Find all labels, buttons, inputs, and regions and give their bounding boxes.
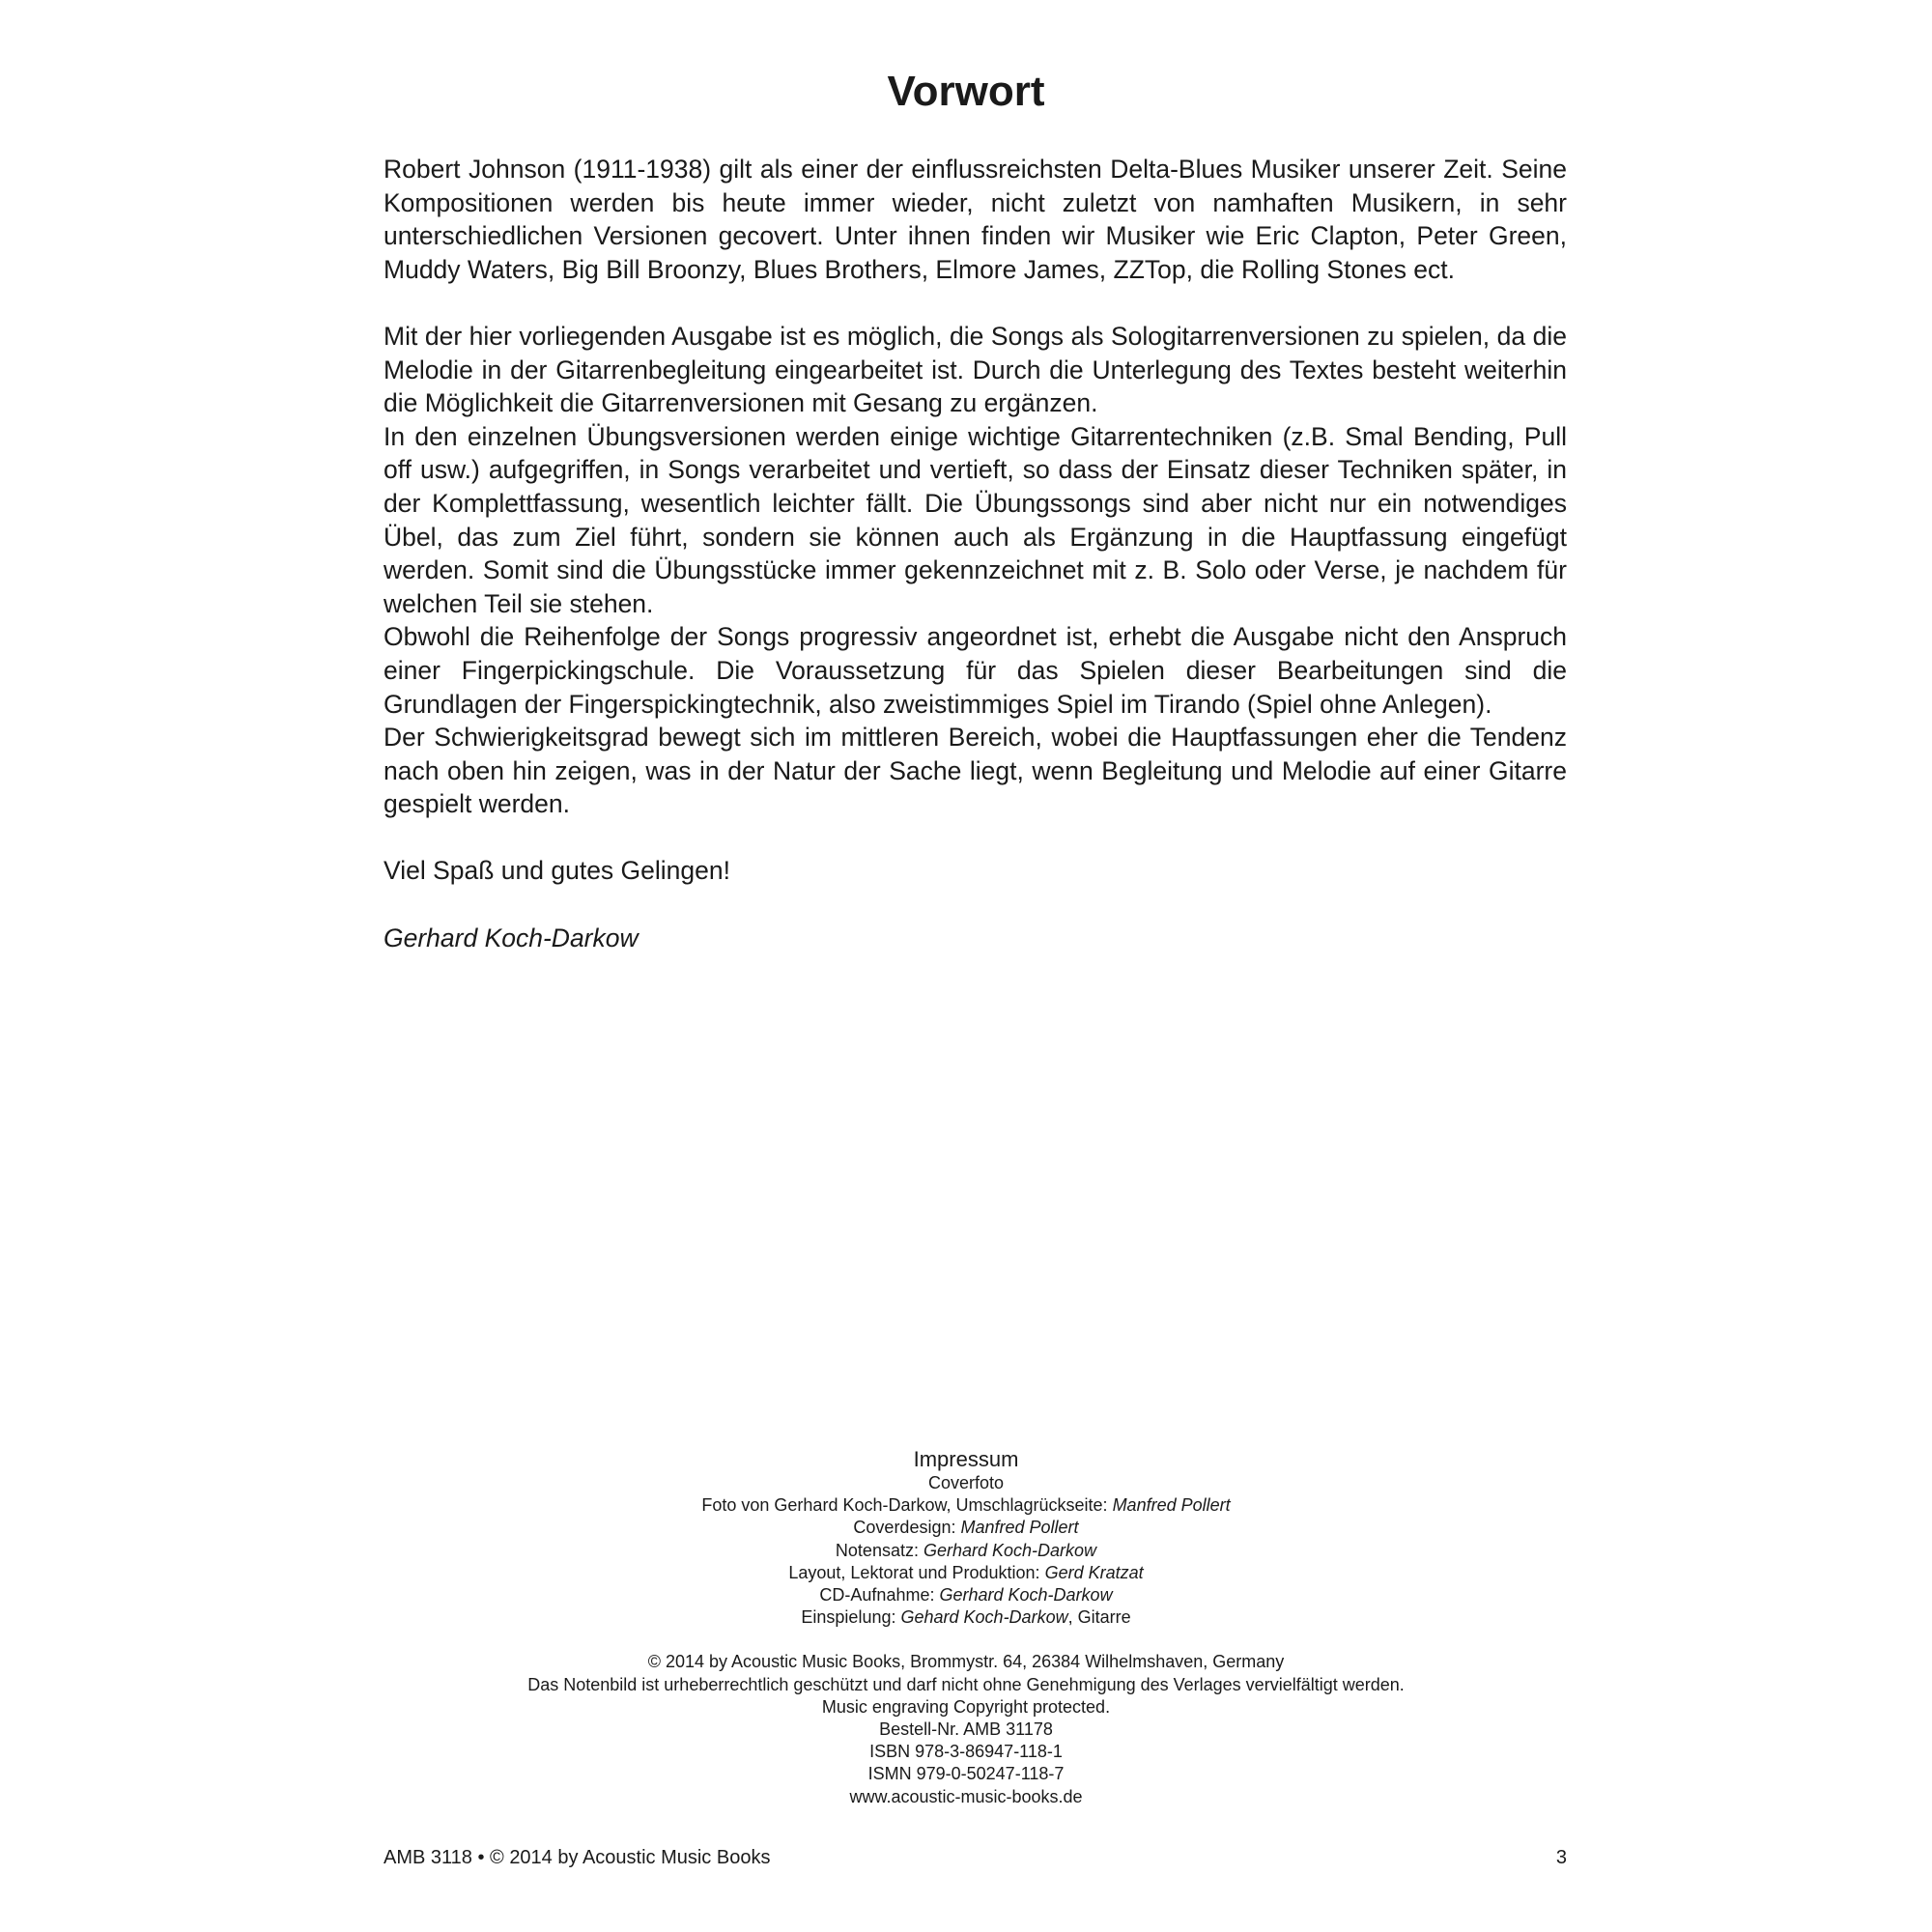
impressum-heading: Impressum: [913, 1447, 1019, 1471]
impressum-layout-line: [0, 1562, 1932, 1584]
paragraph-gap: [384, 821, 1567, 855]
impressum-copyright: © 2014 by Acoustic Music Books, Brommystr. 64, 26384 Wilhelmshaven, Germany: [647, 1652, 1285, 1672]
paragraph-difficulty: Der Schwierigkeitsgrad bewegt sich im mittleren Bereich, wobei die Hauptfassungen eher die Tendenz nach oben hin zeigen, was in der Natur der Sache liegt, wenn Begleitung und Melodie auf einer Gitarre gespielt werden.: [384, 723, 1567, 819]
closing-line: Viel Spaß und gutes Gelingen!: [384, 856, 730, 886]
impressum-notensatz-line: [0, 1540, 1932, 1562]
page-title: Vorwort: [887, 68, 1045, 115]
page-number: 3: [1555, 1847, 1567, 1868]
impressum-coverdesign-value: Manfred Pollert: [960, 1518, 1079, 1538]
paragraph-intro: Robert Johnson (1911-1938) gilt als einer der einflussreichsten Delta-Blues Musiker unserer Zeit. Seine Kompositionen werden bis heute immer wieder, nicht zuletzt von namhaften Musikern, in sehr unterschiedlichen Versionen gecovert. Unter ihnen finden wir Musiker wie Eric Clapton, Peter Green, Muddy Waters, Big Bill Broonzy, Blues Brothers, Elmore James, ZZTop, die Rolling Stones ect.: [384, 155, 1567, 284]
impressum-einspielung-line: [0, 1606, 1932, 1629]
impressum-notensatz-value: Gerhard Koch-Darkow: [923, 1540, 1097, 1560]
impressum-foto-line: [0, 1494, 1932, 1517]
impressum-spacer: [0, 1629, 1932, 1651]
impressum-order-number: Bestell-Nr. AMB 31178: [879, 1719, 1053, 1740]
impressum-coverfoto: Coverfoto: [927, 1473, 1005, 1492]
foreword-body: [384, 153, 1567, 954]
impressum-ismn: ISMN 979-0-50247-118-7: [867, 1764, 1065, 1784]
paragraph-exercises: In den einzelnen Übungsversionen werden einige wichtige Gitarrentechniken (z.B. Smal Bending, Pull off usw.) aufgegriffen, in Songs verarbeitet und vertieft, so dass der Einsatz dieser Techniken später, in der Komplettfassung, wesentlich leichter fällt. Die Übungssongs sind aber nicht nur ein notwendiges Übel, das zum Ziel führt, sondern sie können auch als Ergänzung in die Hauptfassung eingefügt werden. Somit sind die Übungsstücke immer gekennzeichnet mit z. B. Solo oder Verse, je nachdem für welchen Teil sie stehen.: [384, 421, 1567, 618]
impressum-einspielung-label: Einspielung:: [801, 1607, 896, 1628]
paragraph-gap: [384, 286, 1567, 320]
impressum-layout-label: Layout, Lektorat und Produktion:: [788, 1562, 1040, 1582]
impressum-website: www.acoustic-music-books.de: [849, 1786, 1083, 1806]
impressum-isbn: ISBN 978-3-86947-118-1: [869, 1742, 1063, 1762]
impressum-notice: Das Notenbild ist urheberrechtlich geschützt und darf nicht ohne Genehmigung des Verlages vervielfältigt werden.: [527, 1674, 1405, 1694]
paragraph-gap: [384, 888, 1567, 922]
impressum-coverdesign-line: [0, 1517, 1932, 1539]
impressum-cd-label: CD-Aufnahme:: [819, 1585, 935, 1605]
impressum-einspielung-value: Gehard Koch-Darkow: [900, 1607, 1068, 1628]
paragraph-order: Obwohl die Reihenfolge der Songs progressiv angeordnet ist, erhebt die Ausgabe nicht den Anspruch einer Fingerpickingschule. Die Voraussetzung für das Spielen dieser Bearbeitungen sind die Grundlagen der Fingerspickingtechnik, also zweistimmiges Spiel im Tirando (Spiel ohne Anlegen).: [384, 622, 1567, 719]
paragraph-edition: Mit der hier vorliegenden Ausgabe ist es möglich, die Songs als Sologitarrenversionen zu spielen, da die Melodie in der Gitarrenbegleitung eingearbeitet ist. Durch die Unterlegung des Textes besteht weiterhin die Möglichkeit die Gitarrenversionen mit Gesang zu ergänzen.: [384, 321, 1567, 418]
footer-copyright: AMB 3118 • © 2014 by Acoustic Music Books: [384, 1847, 771, 1868]
impressum-layout-value: Gerd Kratzat: [1044, 1562, 1144, 1582]
impressum-foto-label: Foto von Gerhard Koch-Darkow, Umschlagrückseite:: [701, 1495, 1108, 1516]
impressum-notensatz-label: Notensatz:: [835, 1540, 919, 1560]
impressum-block: [0, 1447, 1932, 1808]
impressum-einspielung-suffix: , Gitarre: [1067, 1607, 1131, 1628]
author-signature: Gerhard Koch-Darkow: [384, 923, 639, 952]
impressum-engraving: Music engraving Copyright protected.: [821, 1696, 1111, 1717]
impressum-coverdesign-label: Coverdesign:: [853, 1518, 956, 1538]
impressum-cd-line: [0, 1584, 1932, 1606]
impressum-cd-value: Gerhard Koch-Darkow: [939, 1585, 1113, 1605]
impressum-foto-value: Manfred Pollert: [1112, 1495, 1231, 1516]
